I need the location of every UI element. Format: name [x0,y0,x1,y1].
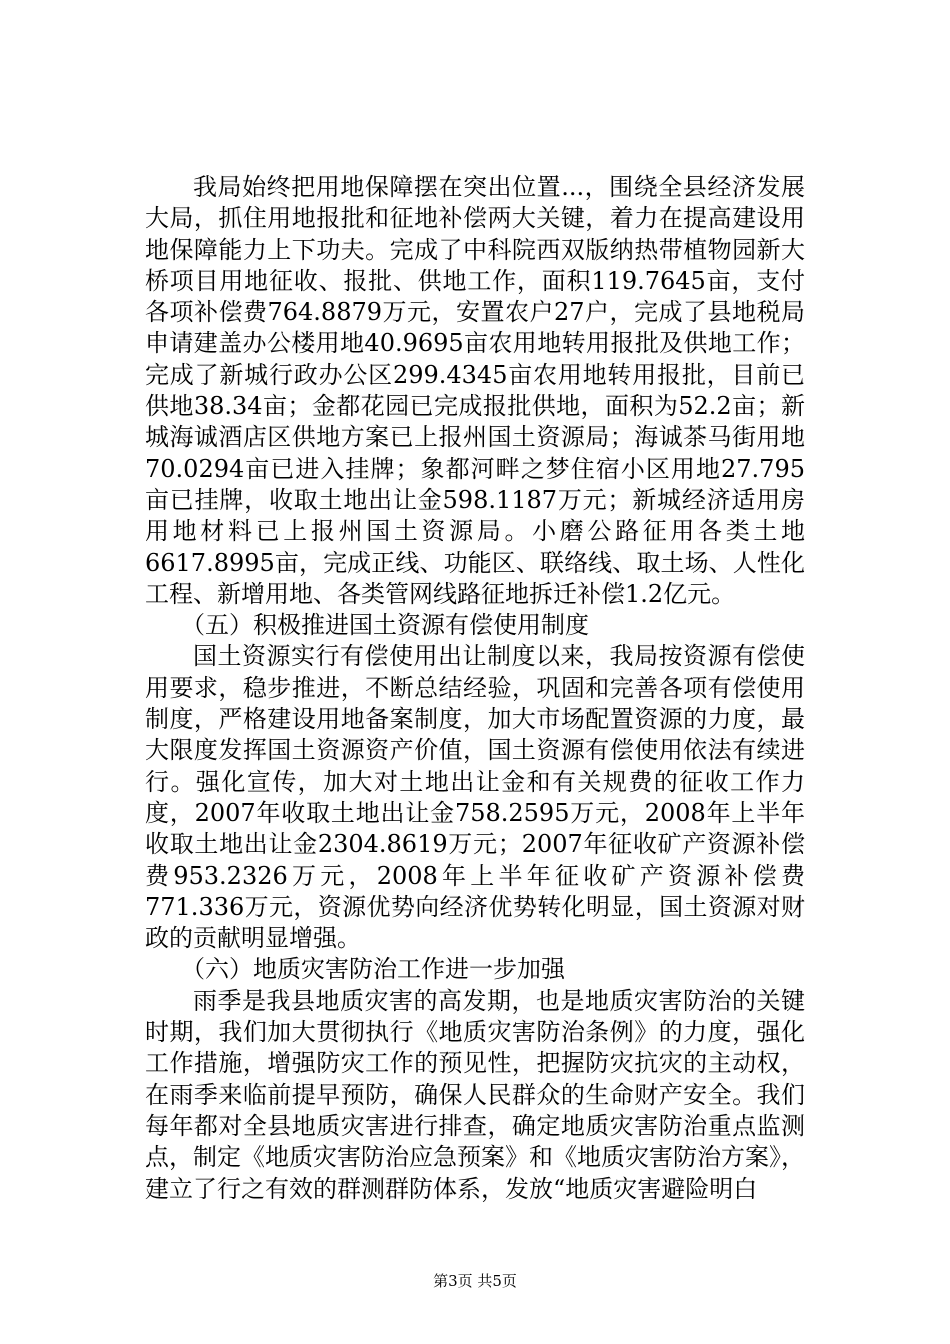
page-number-footer: 第3页 共5页 [433,1272,517,1290]
body-paragraph-land-guarantee: 我局始终把用地保障摆在突出位置...，围绕全县经济发展大局，抓住用地报批和征地补偿两大关键，着力在提高建设用地保障能力上下功夫。完成了中科院西双版纳热带植物园新大桥项目用地征收、报批、供地工作，面积119.7645亩，支付各项补偿费764.8879万元，安置农户27户，完成了县地税局申请建盖办公楼用地40.9695亩农用地转用报批及供地工作；完成了新城行政办公区299.4345亩农用地转用报批，目前已供地38.34亩；金都花园已完成报批供地，面积为52.2亩；新城海诚酒店区供地方案已上报州国土资源局；海诚茶马街用地70.0294亩已进入挂牌；象都河畔之梦住宿小区用地27.795亩已挂牌，收取土地出让金598.1187万元；新城经济适用房用地材料已上报州国土资源局。小磨公路征用各类土地6617.8995亩，完成正线、功能区、联络线、取土场、人性化工程、新增用地、各类管网线路征地拆迁补偿1.2亿元。 [145,173,805,608]
body-paragraph-paid-use: 国土资源实行有偿使用出让制度以来，我局按资源有偿使用要求，稳步推进，不断总结经验，巩固和完善各项有偿使用制度，严格建设用地备案制度，加大市场配置资源的力度，最大限度发挥国土资源资产价值，国土资源有偿使用依法有续进行。强化宣传，加大对土地出让金和有关规费的征收工作力度，2007年收取土地出让金758.2595万元，2008年上半年收取土地出让金2304.8619万元；2007年征收矿产资源补偿费953.2326万元，2008年上半年征收矿产资源补偿费771.336万元，资源优势向经济优势转化明显，国土资源对财政的贡献明显增强。 [145,642,805,953]
section-heading-6: （六）地质灾害防治工作进一步加强 [181,955,565,984]
section-heading-5: （五）积极推进国土资源有偿使用制度 [181,611,589,640]
body-paragraph-disaster-prevention: 雨季是我县地质灾害的高发期，也是地质灾害防治的关键时期，我们加大贯彻执行《地质灾害防治条例》的力度，强化工作措施，增强防灾工作的预见性，把握防灾抗灾的主动权，在雨季来临前提早预防，确保人民群众的生命财产安全。我们每年都对全县地质灾害进行排查，确定地质灾害防治重点监测点，制定《地质灾害防治应急预案》和《地质灾害防治方案》，建立了行之有效的群测群防体系，发放“地质灾害避险明白 [145,986,805,1203]
document-body [145,172,805,1205]
